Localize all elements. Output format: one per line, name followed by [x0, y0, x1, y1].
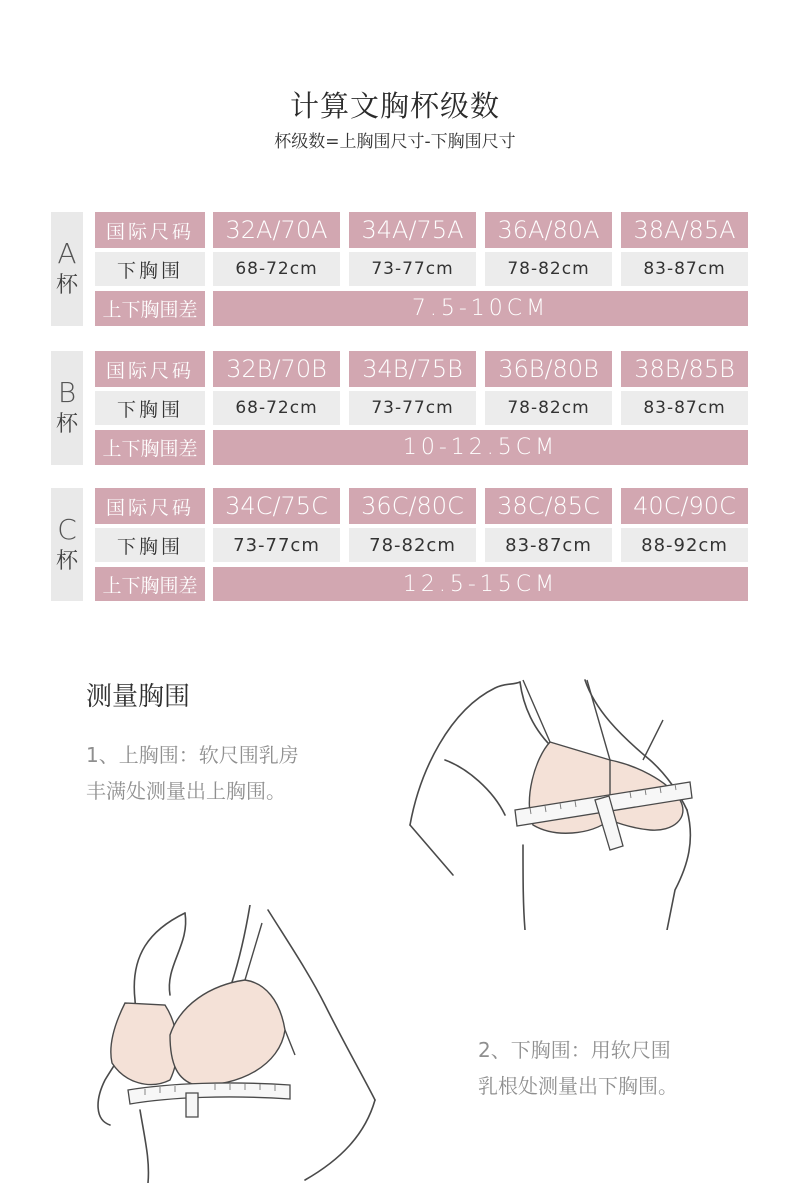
- row-label-underbust: 下胸围: [95, 528, 205, 562]
- step-1-text: [86, 737, 299, 809]
- cup-label-b: [51, 351, 83, 465]
- row-label-intl-size: 国际尺码: [95, 488, 205, 524]
- row-label-difference: 上下胸围差: [95, 430, 205, 465]
- row-label-difference: 上下胸围差: [95, 567, 205, 601]
- underbust-cell: 73-77cm: [349, 391, 476, 425]
- cup-table-a: [51, 212, 748, 326]
- cup-word: 杯: [55, 273, 78, 298]
- underbust-cell: 83-87cm: [485, 528, 612, 562]
- size-cell: 36A/80A: [485, 212, 612, 248]
- underbust-cell: 73-77cm: [349, 252, 476, 286]
- underbust-cell: 78-82cm: [349, 528, 476, 562]
- cup-label-c: [51, 488, 83, 601]
- cup-letter: A: [57, 237, 77, 270]
- underbust-cell: 68-72cm: [213, 391, 340, 425]
- cup-word: 杯: [55, 548, 78, 574]
- underbust-cell: 83-87cm: [621, 252, 748, 286]
- row-label-underbust: 下胸围: [95, 252, 205, 286]
- underbust-cell: 88-92cm: [621, 528, 748, 562]
- size-cell: 36C/80C: [349, 488, 476, 524]
- size-cell: 36B/80B: [485, 351, 612, 387]
- under-bust-illustration: [90, 905, 390, 1183]
- size-cell: 32B/70B: [213, 351, 340, 387]
- size-cell: 34B/75B: [349, 351, 476, 387]
- step-1-line-1: 1、上胸围：软尺围乳房: [86, 743, 299, 767]
- step-1-line-2: 丰满处测量出上胸围。: [86, 779, 286, 803]
- underbust-cell: 68-72cm: [213, 252, 340, 286]
- step-2-line-1: 2、下胸围：用软尺围: [478, 1038, 671, 1062]
- measure-heading: 测量胸围: [86, 682, 191, 712]
- cup-label-a: [51, 212, 83, 326]
- cup-word: 杯: [55, 412, 78, 437]
- size-cell: 38A/85A: [621, 212, 748, 248]
- size-cell: 38C/85C: [485, 488, 612, 524]
- cup-letter: B: [57, 376, 77, 409]
- cup-table-b: [51, 351, 748, 465]
- upper-bust-illustration: [405, 650, 705, 930]
- underbust-cell: 78-82cm: [485, 252, 612, 286]
- size-cell: 34C/75C: [213, 488, 340, 524]
- size-cell: 32A/70A: [213, 212, 340, 248]
- page-subtitle: 杯级数=上胸围尺寸-下胸围尺寸: [274, 132, 516, 152]
- underbust-cell: 78-82cm: [485, 391, 612, 425]
- row-label-difference: 上下胸围差: [95, 291, 205, 326]
- row-label-intl-size: 国际尺码: [95, 351, 205, 387]
- size-cell: 40C/90C: [621, 488, 748, 524]
- cup-letter: C: [57, 512, 77, 546]
- step-2-text: [478, 1032, 678, 1104]
- difference-cell: 10-12.5CM: [213, 430, 748, 465]
- underbust-cell: 73-77cm: [213, 528, 340, 562]
- difference-cell: 12.5-15CM: [213, 567, 748, 601]
- step-2-line-2: 乳根处测量出下胸围。: [478, 1074, 678, 1098]
- size-cell: 38B/85B: [621, 351, 748, 387]
- row-label-intl-size: 国际尺码: [95, 212, 205, 248]
- page-title: 计算文胸杯级数: [289, 89, 500, 123]
- cup-table-c: [51, 488, 748, 601]
- size-cell: 34A/75A: [349, 212, 476, 248]
- row-label-underbust: 下胸围: [95, 391, 205, 425]
- difference-cell: 7.5-10CM: [213, 291, 748, 326]
- underbust-cell: 83-87cm: [621, 391, 748, 425]
